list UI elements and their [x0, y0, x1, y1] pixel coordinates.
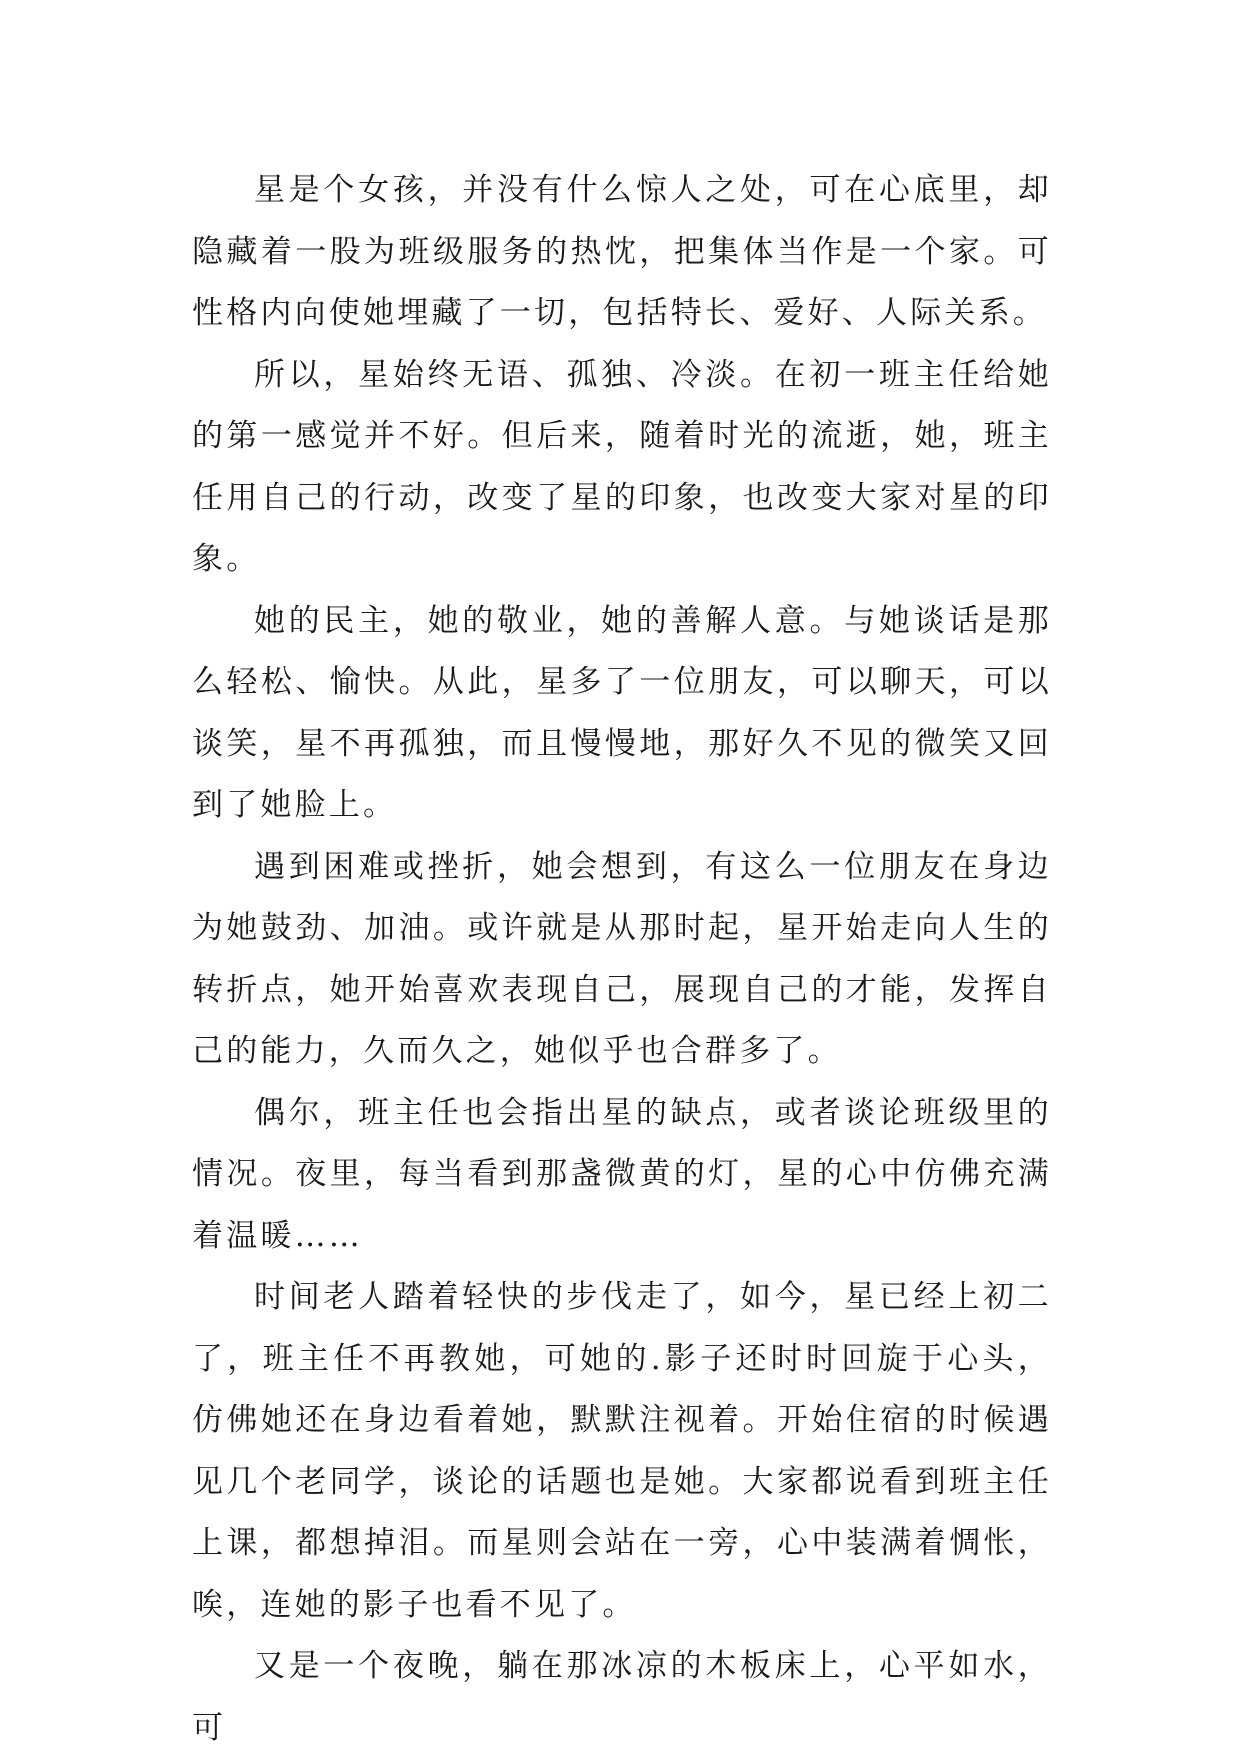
paragraph-2: 所以，星始终无语、孤独、冷淡。在初一班主任给她的第一感觉并不好。但后来，随着时光的流逝，她，班主任用自己的行动，改变了星的印象，也改变大家对星的印象。 [192, 356, 1052, 577]
paragraph-6: 时间老人踏着轻快的步伐走了，如今，星已经上初二了，班主任不再教她，可她的.影子还时时回旋于心头，仿佛她还在身边看着她，默默注视着。开始住宿的时候遇见几个老同学，谈论的话题也是她。大家都说看到班主任上课，都想掉泪。而星则会站在一旁，心中装满着惆怅，唉，连她的影子也看不见了。 [192, 1279, 1052, 1623]
document-body [192, 160, 1052, 1759]
paragraph-1: 星是个女孩，并没有什么惊人之处，可在心底里，却隐藏着一股为班级服务的热忱，把集体当作是一个家。可性格内向使她埋藏了一切，包括特长、爱好、人际关系。 [192, 172, 1052, 331]
paragraph-4: 遇到困难或挫折，她会想到，有这么一位朋友在身边为她鼓劲、加油。或许就是从那时起，星开始走向人生的转折点，她开始喜欢表现自己，展现自己的才能，发挥自己的能力，久而久之，她似乎也合群多了。 [192, 848, 1052, 1069]
paragraph-7: 又是一个夜晚，躺在那冰凉的木板床上，心平如水，可 [192, 1648, 1052, 1746]
paragraph-5: 偶尔，班主任也会指出星的缺点，或者谈论班级里的情况。夜里，每当看到那盏微黄的灯，星的心中仿佛充满着温暖…… [192, 1094, 1052, 1254]
paragraph-3: 她的民主，她的敬业，她的善解人意。与她谈话是那么轻松、愉快。从此，星多了一位朋友，可以聊天，可以谈笑，星不再孤独，而且慢慢地，那好久不见的微笑又回到了她脸上。 [192, 602, 1052, 823]
